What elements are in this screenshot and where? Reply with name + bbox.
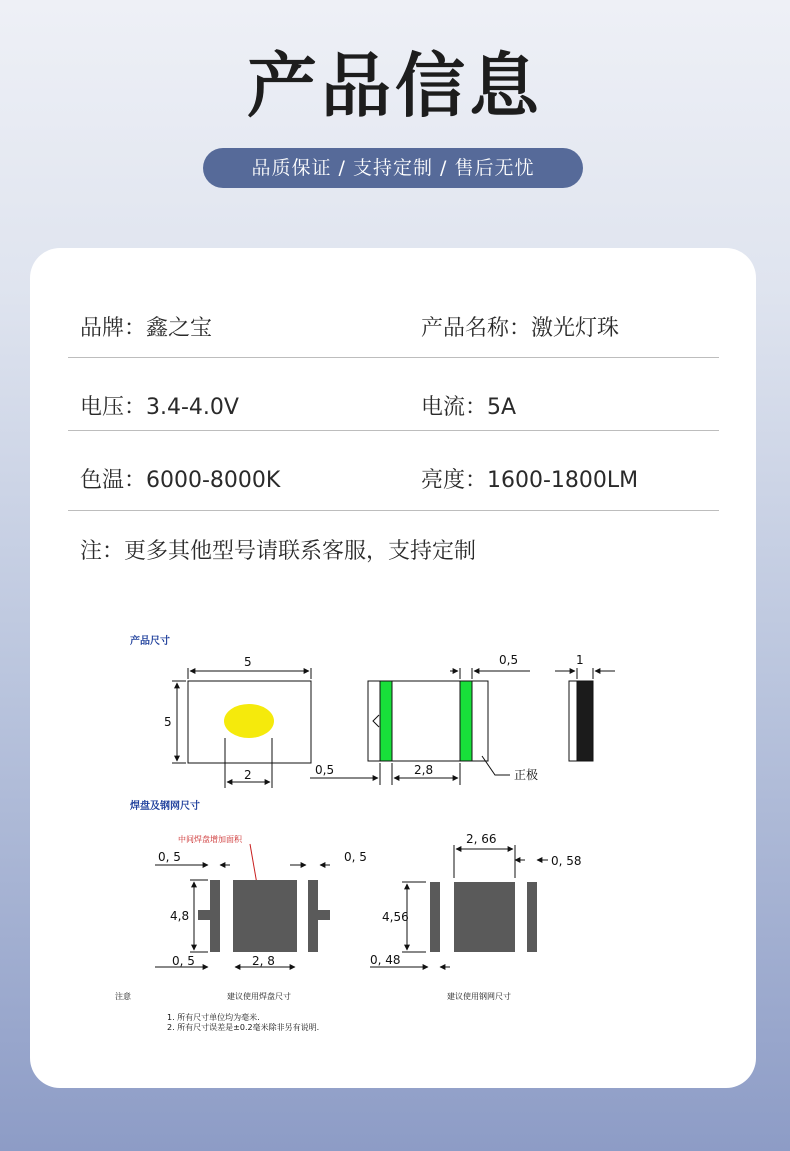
stencil-height-label: 4,56: [382, 910, 409, 924]
stencil-width-label: 2, 66: [466, 832, 497, 846]
spec-color-temperature: 色温：6000-8000K: [80, 468, 281, 493]
stencil-gap-label: 0, 58: [551, 854, 582, 868]
tagline-badge: 品质保证 / 支持定制 / 售后无忧: [203, 148, 583, 188]
section-title-size: 产品尺寸: [130, 636, 170, 647]
stencil-layout: [370, 845, 548, 967]
pad-right-top-label: 0, 5: [344, 850, 367, 864]
dim-height-label: 5: [164, 715, 172, 729]
pad-center-label: 2, 8: [252, 954, 275, 968]
spec-product-name: 产品名称：激光灯珠: [421, 316, 620, 341]
stencil-bottom-label: 0, 48: [370, 953, 401, 967]
spec-voltage: 电压：3.4-4.0V: [80, 395, 239, 420]
spec-brand: 品牌：鑫之宝: [80, 316, 213, 341]
side-view: [555, 668, 615, 761]
spec-current: 电流：5A: [421, 395, 517, 420]
page-title: 产品信息: [247, 45, 543, 127]
product-info-card: [30, 248, 756, 1088]
dim-width-label: 5: [244, 655, 252, 669]
pad-height-label: 4,8: [170, 909, 190, 923]
spec-brightness: 亮度：1600-1800LM: [421, 468, 639, 493]
notice-label: 注意: [115, 992, 131, 1001]
pad-caption: 建议使用焊盘尺寸: [227, 992, 291, 1001]
section-title-pad: 焊盘及钢网尺寸: [130, 801, 200, 812]
dim-side-label: 1: [576, 653, 584, 667]
dim-top-right-label: 0,5: [499, 653, 519, 667]
pad-left-bottom-label: 0, 5: [172, 954, 195, 968]
note-line-1: 1. 所有尺寸单位均为毫米.: [167, 1013, 260, 1022]
dim-dot-label: 2: [244, 768, 252, 782]
pad-left-top-label: 0, 5: [158, 850, 181, 864]
dimension-drawing: [30, 248, 756, 1088]
pad-area-note: 中间焊盘增加面积: [178, 835, 242, 844]
stencil-caption: 建议使用钢网尺寸: [447, 992, 511, 1001]
electrode-right: [460, 681, 472, 761]
customization-note: 注：更多其他型号请联系客服，支持定制: [80, 539, 477, 564]
led-emitter-dot: [224, 704, 274, 738]
dim-gap-left-label: 0,5: [315, 763, 335, 777]
note-line-2: 2. 所有尺寸误差是±0.2毫米除非另有说明.: [167, 1023, 320, 1032]
electrode-left: [380, 681, 392, 761]
positive-terminal-label: 正极: [514, 768, 539, 782]
dim-pad-width-label: 2,8: [414, 763, 434, 777]
